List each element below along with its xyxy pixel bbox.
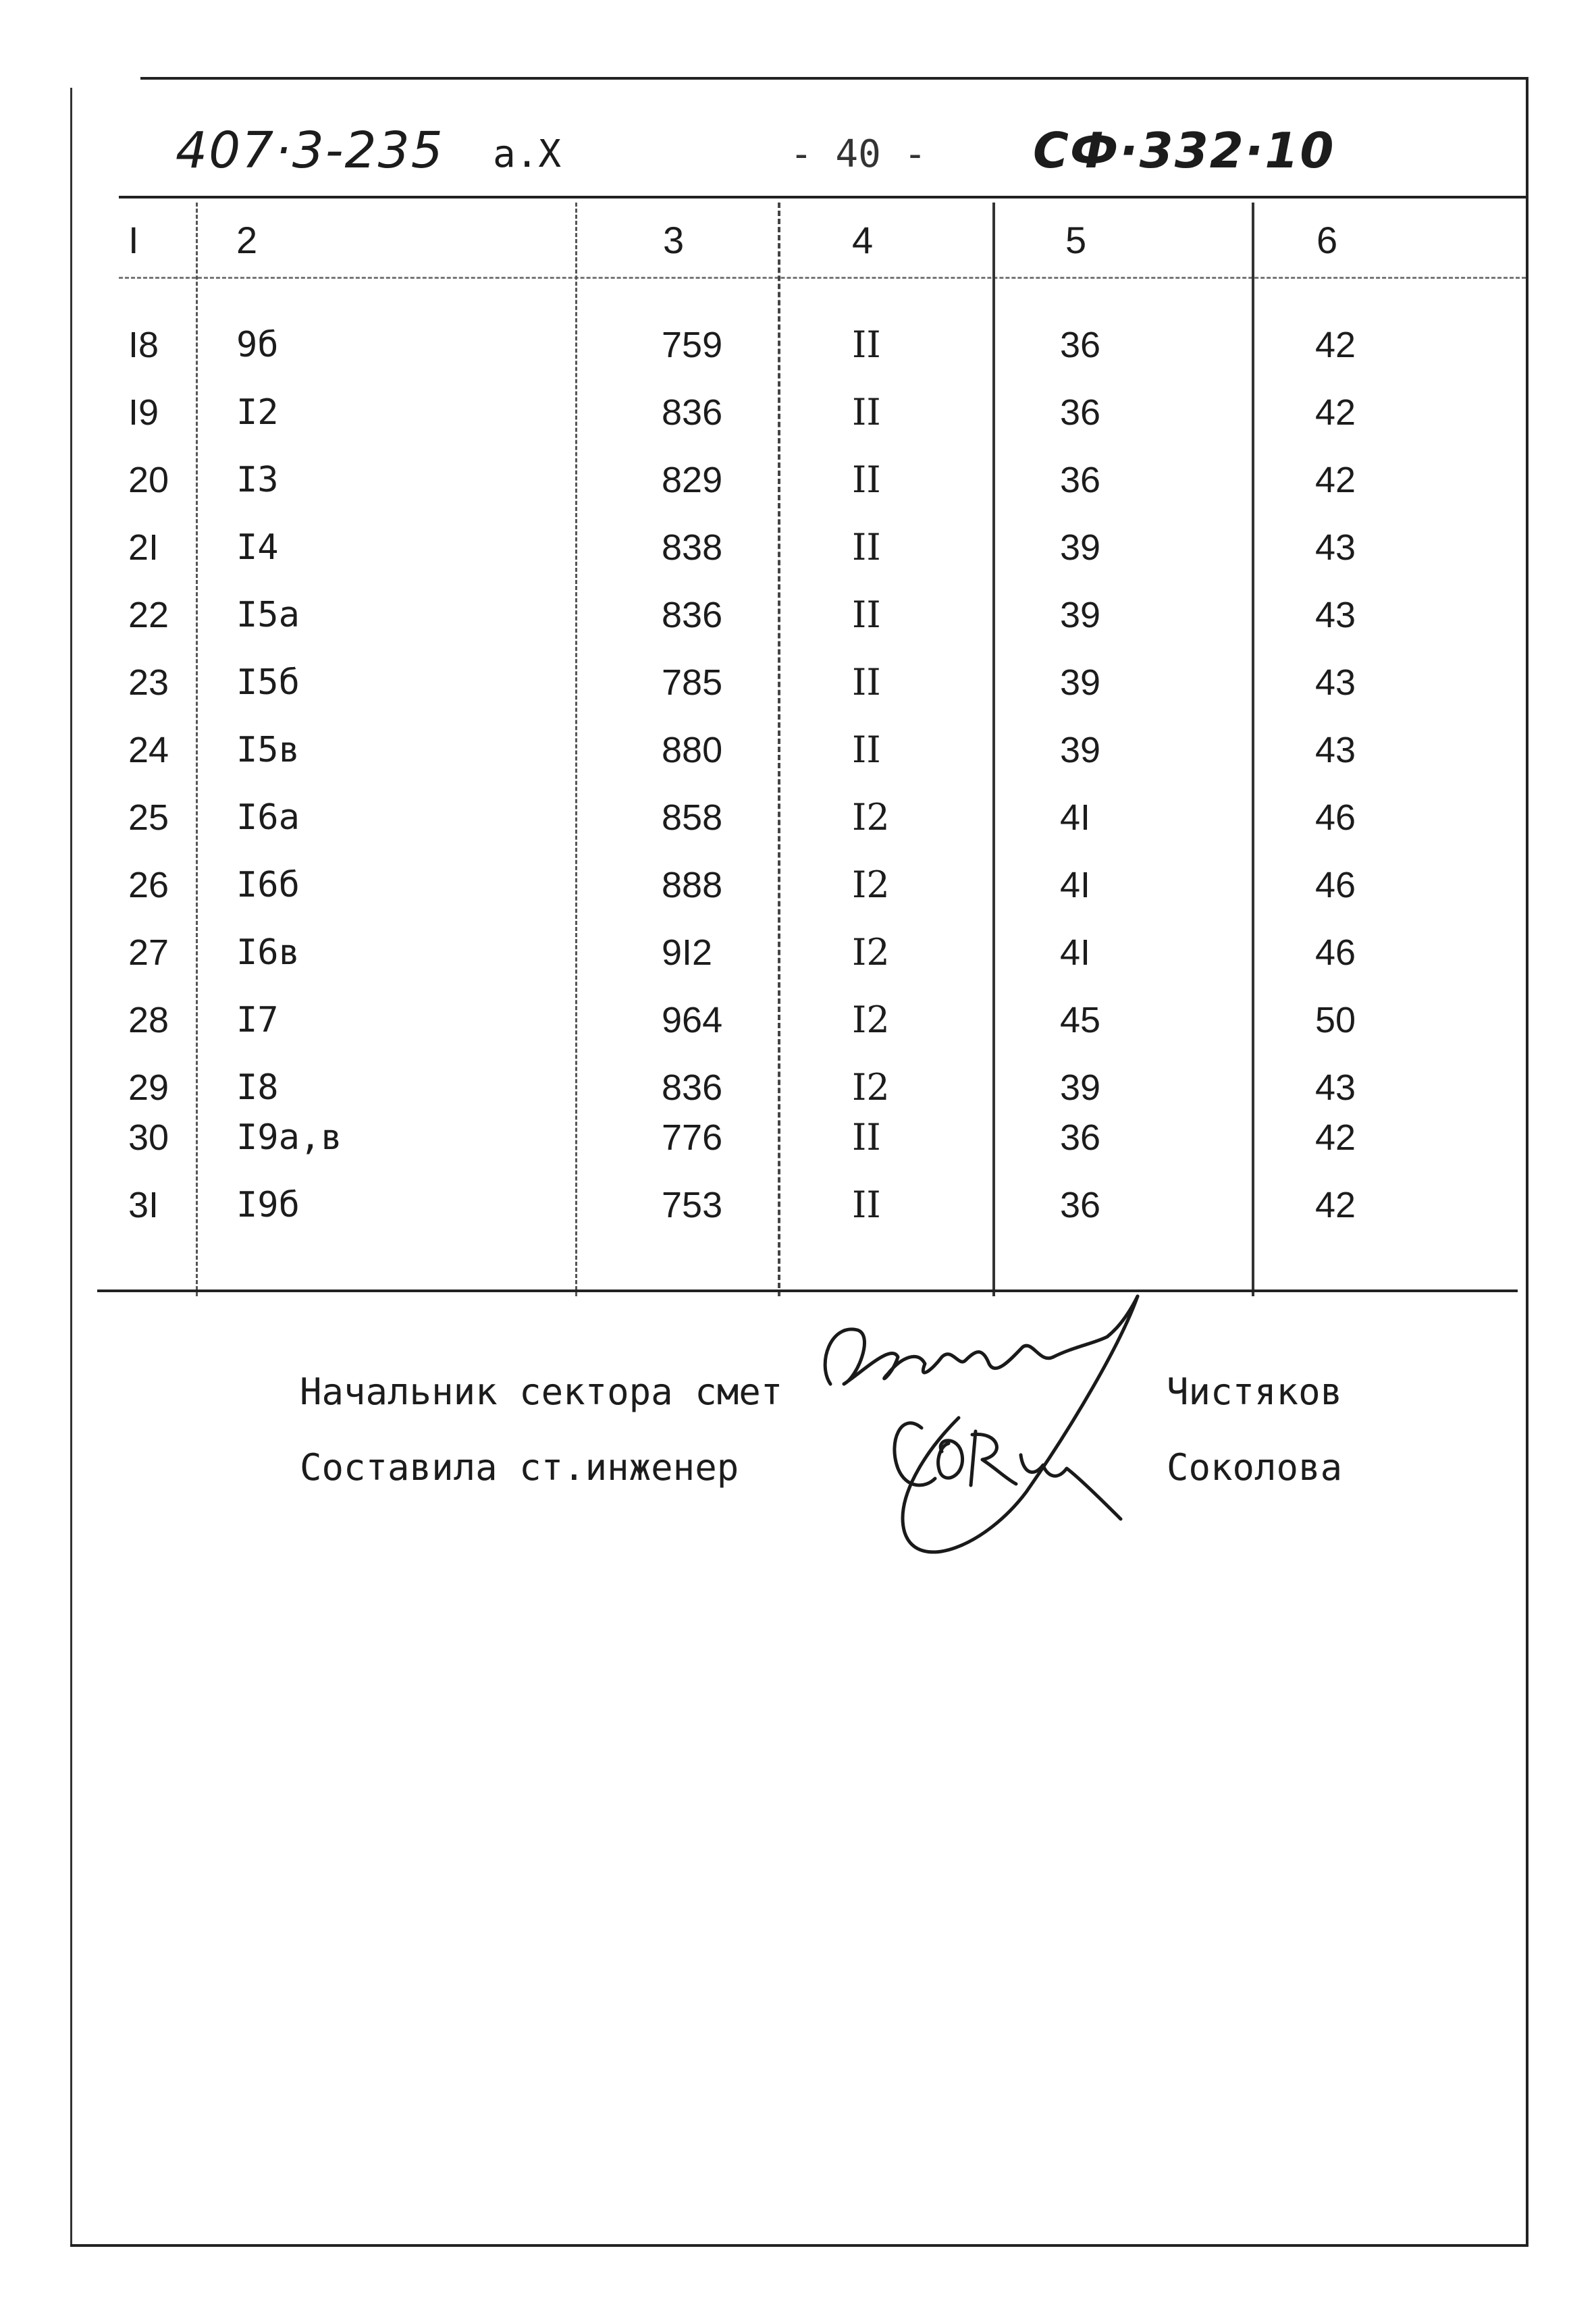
column-header-6: 6 (1316, 219, 1338, 261)
table-row (0, 787, 1596, 848)
signatory-1-name: Чистяков (1167, 1371, 1343, 1413)
cell-number: 25 (128, 797, 169, 838)
cell-value: 964 (662, 1000, 723, 1040)
cell-value: 39 (1060, 527, 1101, 568)
cell-number: 22 (128, 595, 169, 635)
table-row (0, 315, 1596, 375)
cell-value: 46 (1315, 797, 1356, 838)
table-row (0, 585, 1596, 645)
cell-value: 46 (1315, 865, 1356, 905)
cell-item: I3 (236, 460, 279, 500)
cell-value: 858 (662, 797, 723, 838)
cell-value: I2 (852, 1066, 890, 1109)
table-row (0, 922, 1596, 983)
signatory-1-title: Начальник сектора смет (300, 1371, 783, 1413)
header-divider (119, 196, 1526, 198)
cell-value: II (852, 1116, 881, 1159)
cell-number: 2I (128, 527, 159, 568)
cell-value: 42 (1315, 392, 1356, 433)
cell-number: 20 (128, 460, 169, 500)
cell-value: 43 (1315, 527, 1356, 568)
cell-item: I5б (236, 662, 300, 703)
table-row (0, 450, 1596, 510)
table-row (0, 855, 1596, 915)
cell-item: I4 (236, 527, 279, 568)
cell-item: I5а (236, 595, 300, 635)
table-row (0, 1107, 1596, 1168)
cell-value: 43 (1315, 1067, 1356, 1108)
cell-item: I7 (236, 1000, 279, 1040)
cell-value: 50 (1315, 1000, 1356, 1040)
cell-value: 776 (662, 1117, 723, 1158)
signatory-2-name: Соколова (1167, 1446, 1343, 1489)
cell-value: 42 (1315, 325, 1356, 365)
table-row (0, 1175, 1596, 1235)
series-code: СФ·332·10 (1033, 122, 1335, 179)
cell-number: 24 (128, 730, 169, 770)
cell-item: I9б (236, 1185, 300, 1225)
column-header-2: 2 (236, 219, 258, 261)
column-header-3: 3 (663, 219, 685, 261)
cell-value: 45 (1060, 1000, 1101, 1040)
column-header-1: I (128, 219, 139, 261)
cell-value: 39 (1060, 730, 1101, 770)
cell-value: 836 (662, 392, 723, 433)
table-row (0, 990, 1596, 1051)
cell-item: I9а,в (236, 1117, 342, 1158)
cell-value: 43 (1315, 730, 1356, 770)
page-number: - 40 - (790, 132, 927, 176)
cell-item: I6б (236, 865, 300, 905)
table-row (0, 652, 1596, 713)
cell-value: II (852, 1184, 881, 1226)
cell-value: 880 (662, 730, 723, 770)
signatory-2-title: Составила ст.инженер (300, 1446, 739, 1489)
cell-value: II (852, 526, 881, 568)
sheet-label: а.Х (493, 132, 562, 176)
cell-value: 4I (1060, 932, 1091, 973)
cell-item: I8 (236, 1067, 279, 1108)
cell-value: I2 (852, 796, 890, 839)
cell-value: 43 (1315, 595, 1356, 635)
cell-value: 785 (662, 662, 723, 703)
frame-top-border (140, 77, 1526, 80)
cell-value: II (852, 593, 881, 636)
cell-value: 42 (1315, 1185, 1356, 1225)
cell-value: II (852, 728, 881, 771)
document-code: 407·3-235 (176, 122, 444, 180)
cell-number: 30 (128, 1117, 169, 1158)
cell-value: 39 (1060, 1067, 1101, 1108)
cell-value: 43 (1315, 662, 1356, 703)
cell-number: I9 (128, 392, 159, 433)
cell-number: 23 (128, 662, 169, 703)
signature-1-icon (825, 1296, 1138, 1552)
cell-value: II (852, 323, 881, 366)
cell-item: I6а (236, 797, 300, 838)
cell-value: 36 (1060, 325, 1101, 365)
table-row (0, 720, 1596, 780)
cell-number: 3I (128, 1185, 159, 1225)
cell-value: II (852, 458, 881, 501)
signature-2-icon (895, 1423, 1121, 1519)
cell-value: 888 (662, 865, 723, 905)
cell-value: 838 (662, 527, 723, 568)
cell-item: I5в (236, 730, 300, 770)
cell-value: II (852, 661, 881, 703)
cell-value: 9I2 (662, 932, 713, 973)
cell-value: 42 (1315, 1117, 1356, 1158)
cell-value: 46 (1315, 932, 1356, 973)
cell-value: 36 (1060, 1117, 1101, 1158)
cell-item: I2 (236, 392, 279, 433)
cell-number: 28 (128, 1000, 169, 1040)
handwritten-signatures (756, 1283, 1188, 1566)
cell-value: I2 (852, 931, 890, 974)
cell-value: 36 (1060, 460, 1101, 500)
column-header-divider (119, 277, 1526, 279)
cell-value: II (852, 391, 881, 433)
cell-value: 836 (662, 1067, 723, 1108)
column-header-4: 4 (852, 219, 874, 261)
cell-value: 39 (1060, 595, 1101, 635)
cell-value: 829 (662, 460, 723, 500)
table-row (0, 517, 1596, 578)
cell-number: 26 (128, 865, 169, 905)
cell-value: 36 (1060, 392, 1101, 433)
cell-value: 42 (1315, 460, 1356, 500)
cell-value: 4I (1060, 865, 1091, 905)
cell-number: 27 (128, 932, 169, 973)
table-row (0, 382, 1596, 443)
cell-value: 4I (1060, 797, 1091, 838)
cell-item: 9б (236, 325, 279, 365)
cell-value: 836 (662, 595, 723, 635)
column-header-5: 5 (1065, 219, 1087, 261)
cell-value: I2 (852, 863, 890, 906)
cell-value: 759 (662, 325, 723, 365)
cell-number: 29 (128, 1067, 169, 1108)
cell-value: 753 (662, 1185, 723, 1225)
cell-number: I8 (128, 325, 159, 365)
cell-value: 36 (1060, 1185, 1101, 1225)
cell-item: I6в (236, 932, 300, 973)
cell-value: 39 (1060, 662, 1101, 703)
cell-value: I2 (852, 999, 890, 1041)
